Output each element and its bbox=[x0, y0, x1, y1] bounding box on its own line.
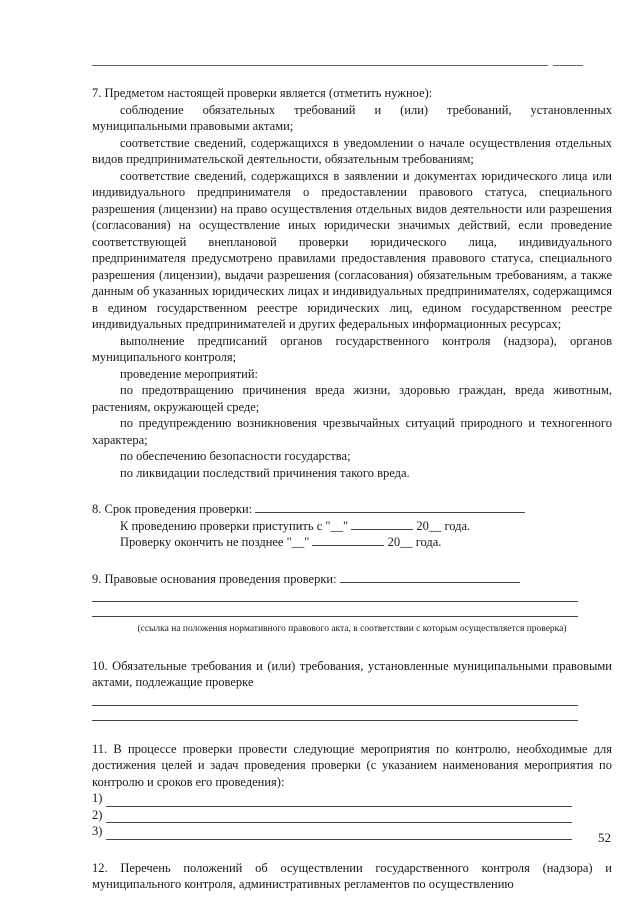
item11-measure-1-field[interactable] bbox=[106, 793, 572, 807]
item7-option-mandatory: соблюдение обязательных требований и (или) требований, установленных муниципальными правовыми актами; bbox=[92, 102, 612, 133]
item9-basis-field[interactable] bbox=[340, 571, 520, 583]
item11-measure-2 bbox=[92, 807, 612, 824]
item10-text: 10. Обязательные требования и (или) требования, установленные муниципальными правовыми актами, подлежащие проверке bbox=[92, 658, 612, 689]
item8-end-month-field[interactable] bbox=[312, 534, 384, 546]
item7-measure-harm: по предотвращению причинения вреда жизни, здоровью граждан, вреда животным, растениям, окружающей среде; bbox=[92, 383, 612, 414]
item8-section bbox=[92, 501, 612, 518]
item9-line-2[interactable] bbox=[92, 602, 578, 617]
item11-measure-3-field[interactable] bbox=[106, 826, 572, 840]
item8-heading: 8. Срок проведения проверки: bbox=[92, 502, 253, 516]
document-body bbox=[92, 85, 612, 893]
item11-measure-2-field[interactable] bbox=[106, 809, 572, 823]
item9-line-1[interactable] bbox=[92, 587, 578, 602]
item7-measure-emergency: по предупреждению возникновения чрезвычайных ситуаций природного и техногенного характера; bbox=[92, 416, 612, 447]
item8-end-year: 20__ года. bbox=[387, 535, 442, 549]
item7-option-measures: проведение мероприятий: bbox=[120, 366, 259, 381]
top-rule-left bbox=[92, 65, 548, 66]
top-rule-right bbox=[553, 65, 583, 66]
item11-text: 11. В процессе проверки провести следующие мероприятия по контролю, необходимые для достижения целей и задач проведения проверки (с указанием наименования мероприятия по контролю и сроков его проведения): bbox=[92, 741, 612, 789]
item12-text: 12. Перечень положений об осуществлении государственного контроля (надзора) и муниципального контроля, административных регламентов по осуществлению bbox=[92, 860, 612, 891]
item11-measure-1 bbox=[92, 790, 612, 807]
item8-start-month-field[interactable] bbox=[351, 518, 413, 530]
item9-section bbox=[92, 571, 612, 588]
item8-start-row bbox=[92, 518, 612, 535]
item9-heading: 9. Правовые основания проведения проверки: bbox=[92, 571, 337, 586]
item8-start-year: 20__ года. bbox=[416, 518, 471, 533]
item11-label-2: 2) bbox=[92, 807, 103, 822]
item8-period-field[interactable] bbox=[255, 501, 525, 513]
item10-line-2[interactable] bbox=[92, 706, 578, 721]
item7-heading: 7. Предметом настоящей проверки является (отметить нужное): bbox=[92, 86, 433, 100]
item11-measure-3 bbox=[92, 823, 612, 840]
item7-measure-liquidation: по ликвидации последствий причинения такого вреда. bbox=[120, 465, 410, 480]
item7-measure-security: по обеспечению безопасности государства; bbox=[120, 449, 351, 463]
item11-label-3: 3) bbox=[92, 824, 103, 838]
item8-start-label: К проведению проверки приступить с "__" bbox=[120, 518, 349, 533]
item9-caption: (ссылка на положения нормативного правового акта, в соответствии с которым осуществляется проверка) bbox=[137, 624, 567, 634]
item11-label-1: 1) bbox=[92, 791, 103, 805]
item7-option-orders: выполнение предписаний органов государственного контроля (надзора), органов муниципального контроля; bbox=[92, 333, 612, 364]
item7-option-notification: соответствие сведений, содержащихся в уведомлении о начале осуществления отдельных видов предпринимательской деятельности, обязательным требованиям; bbox=[92, 135, 612, 166]
page-number: 52 bbox=[598, 830, 611, 845]
item7-option-application: соответствие сведений, содержащихся в заявлении и документах юридического лица или индивидуального предпринимателя о предоставлении правового статуса, специального разрешения (лицензии) на право осуществления отдельных видов деятельности или разрешения (согласования) на осуществление иных юридически значимых действий, если проведение соответствующей внеплановой проверки юридического лица, индивидуального предпринимателя предусмотрено правилами предоставления правового статуса, специального разрешения (лицензии), выдачи разрешения (согласования) обязательным требованиям, а также данным об указанных юридических лицах и индивидуальных предпринимателях, содержащимся в едином государственном реестре юридических лиц, едином государственном реестре индивидуальных предпринимателей и других федеральных информационных ресурсах; bbox=[92, 168, 612, 331]
item8-end-label: Проверку окончить не позднее "__" bbox=[120, 535, 310, 549]
item10-line-1[interactable] bbox=[92, 691, 578, 706]
item8-end-row bbox=[92, 534, 612, 551]
